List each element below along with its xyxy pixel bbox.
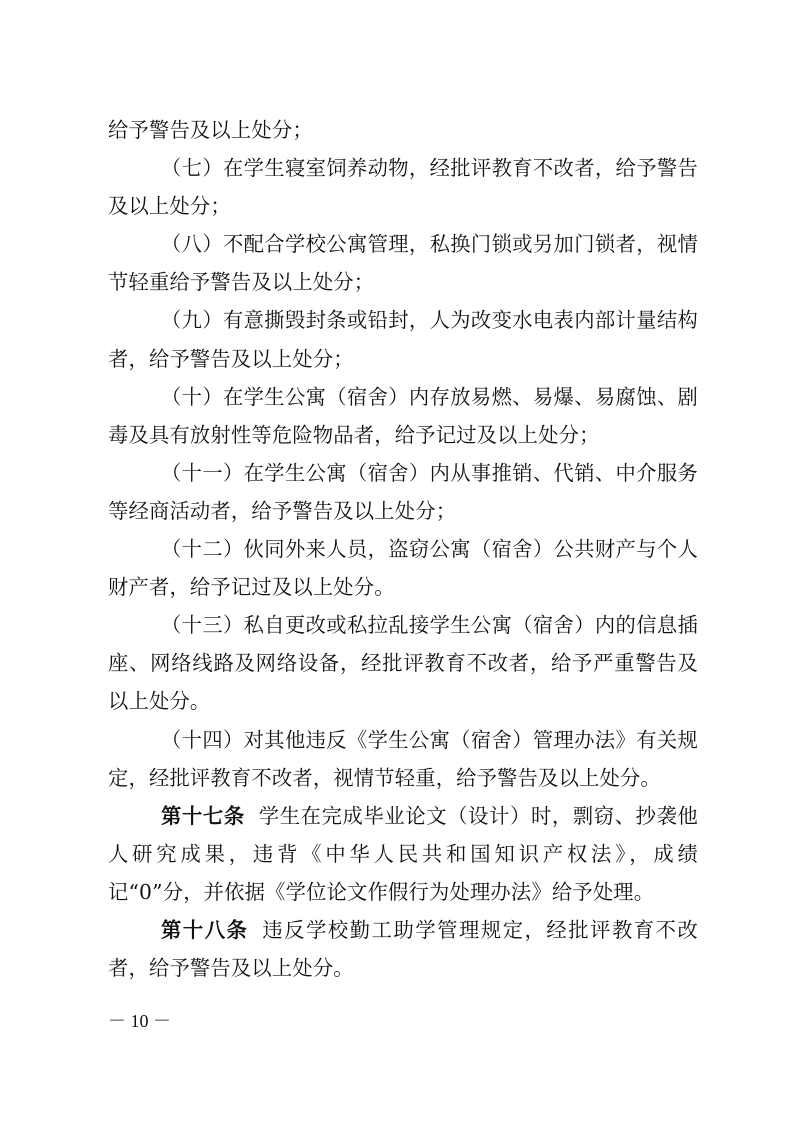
body-text	[108, 111, 698, 987]
paragraph-text: （十三）私自更改或私拉乱接学生公寓（宿舍）内的信息插座、网络线路及网络设备，经批评教育不改者，给予严重警告及以上处分。	[108, 613, 698, 714]
paragraph-3	[108, 225, 698, 301]
paragraph-6	[108, 454, 698, 530]
paragraph-text: （九）有意撕毁封条或铅封，人为改变水电表内部计量结构者，给予警告及以上处分；	[108, 308, 698, 371]
paragraph-4	[108, 301, 698, 377]
paragraph-text: 违反学校勤工助学管理规定，经批评教育不改者，给予警告及以上处分。	[108, 917, 698, 981]
paragraph-9	[108, 721, 698, 797]
paragraph-text: （十一）在学生公寓（宿舍）内从事推销、代销、中介服务等经商活动者，给予警告及以上处分；	[108, 460, 698, 523]
article-17	[108, 797, 698, 911]
paragraph-5	[108, 378, 698, 454]
paragraph-text: 学生在完成毕业论文（设计）时，剽窃、抄袭他人研究成果，违背《中华人民共和国知识产权法》，成绩记“0”分，并依据《学位论文作假行为处理办法》给予处理。	[108, 803, 699, 904]
article-18	[108, 911, 698, 987]
paragraph-text: （十二）伙同外来人员，盗窃公寓（宿舍）公共财产与个人财产者，给予记过及以上处分。	[108, 537, 698, 600]
paragraph-text: （七）在学生寝室饲养动物，经批评教育不改者，给予警告及以上处分；	[108, 156, 698, 219]
paragraph-text: （十四）对其他违反《学生公寓（宿舍）管理办法》有关规定，经批评教育不改者，视情节轻重，给予警告及以上处分。	[108, 727, 698, 790]
paragraph-7	[108, 530, 698, 606]
paragraph-text: （八）不配合学校公寓管理，私换门锁或另加门锁者，视情节轻重给予警告及以上处分；	[108, 232, 698, 295]
paragraph-2	[108, 149, 698, 225]
article-heading: 第十八条	[161, 917, 249, 942]
paragraph-8	[108, 606, 698, 720]
paragraph-text: 给予警告及以上处分；	[108, 118, 313, 142]
article-heading: 第十七条	[161, 803, 245, 828]
page-number: － 10 －	[108, 1011, 171, 1031]
paragraph-1	[108, 111, 698, 149]
paragraph-text: （十）在学生公寓（宿舍）内存放易燃、易爆、易腐蚀、剧毒及具有放射性等危险物品者，给予记过及以上处分；	[108, 384, 698, 447]
